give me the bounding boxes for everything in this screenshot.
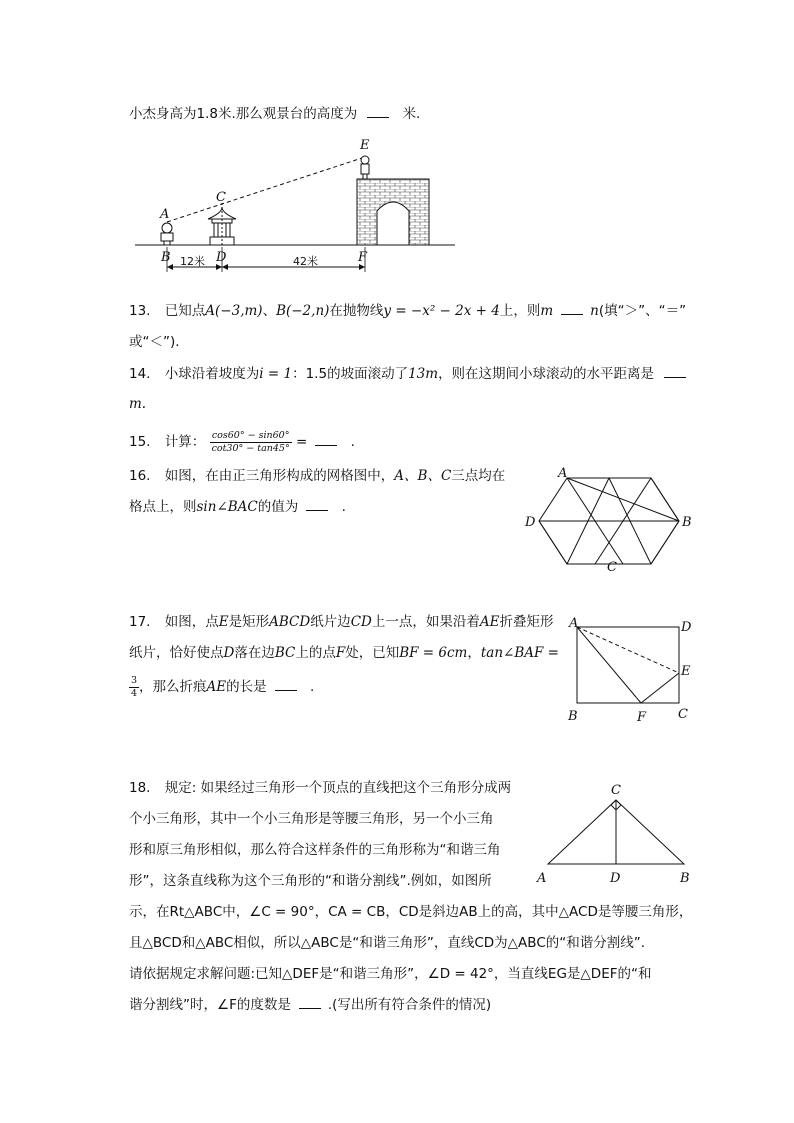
answer-blank[interactable] <box>306 498 328 511</box>
q18-line5: 示，在Rt△ABC中，∠C = 90°，CA = CB，CD是斜边AB上的高，其中△ACD是等腰三角形， <box>129 904 693 920</box>
label-12m: 12米 <box>180 255 205 268</box>
label-C: C <box>611 783 621 798</box>
label-D: D <box>681 620 692 635</box>
label-B: B <box>682 515 692 530</box>
label-E: E <box>681 664 691 679</box>
answer-blank[interactable] <box>275 678 297 691</box>
label-C: C <box>678 707 688 722</box>
brick-tower <box>357 179 429 245</box>
q12-figure <box>130 135 460 275</box>
q17-line3: $\frac{3}{4}$ ，那么折痕AE的长是 . <box>131 674 315 699</box>
q16-line1: 16. 如图，在由正三角形构成的网格图中，A、B、C三点均在 <box>129 468 506 484</box>
q18-line7: 请依据规定求解问题:已知△DEF是“和谐三角形”，∠D = 42°，当直线EG是△DEF的“和 <box>129 966 652 982</box>
label-C: C <box>216 190 226 205</box>
label-A: A <box>160 207 170 222</box>
q18-line3: 形和原三角形相似，那么符合这样条件的三角形称为“和谐三角 <box>129 842 501 858</box>
fraction: $\frac{\cos 60^\circ - \sin 60^\circ}{\cot 30^\circ - \tan 45^\circ}$ <box>211 429 290 454</box>
answer-blank[interactable] <box>664 365 686 378</box>
fraction: $\frac{3}{4}$ <box>131 674 138 699</box>
label-F: F <box>358 250 368 265</box>
person-icon <box>361 156 369 179</box>
q18-line4: 形”，这条直线称为这个三角形的“和谐分割线”.例如，如图所 <box>129 873 492 889</box>
answer-blank[interactable] <box>367 105 389 118</box>
label-A: A <box>558 466 568 481</box>
q13-line1: 13. 已知点A(−3,m)、B(−2,n)在抛物线y = −x² − 2x + 4上，则m n(填“＞”、“＝” <box>129 303 687 319</box>
label-E: E <box>360 138 370 153</box>
label-C: C <box>607 560 617 575</box>
pavilion-icon <box>208 203 236 245</box>
answer-blank[interactable] <box>299 996 321 1009</box>
q16-figure <box>525 466 710 578</box>
q13-line2: 或“＜”). <box>129 334 180 350</box>
label-B: B <box>161 250 171 265</box>
q14-line2: m. <box>129 396 147 412</box>
label-A: A <box>569 616 579 631</box>
q15-line: 15. 计算： $\frac{\cos 60^\circ - \sin 60^\circ}{\cot 30^\circ - \tan 45^\circ}$ = . <box>129 429 355 454</box>
q17-line2: 纸片，恰好使点D落在边BC上的点F处，已知BF = 6cm，tan∠BAF = <box>129 645 559 661</box>
label-D: D <box>610 871 621 886</box>
q18-line1: 18. 规定: 如果经过三角形一个顶点的直线把这个三角形分成两 <box>129 780 512 796</box>
q17-line1: 17. 如图，点E是矩形ABCD纸片边CD上一点，如果沿着AE折叠矩形 <box>129 614 554 630</box>
label-42m: 42米 <box>293 255 318 268</box>
q18-line2: 个小三角形，其中一个小三角形是等腰三角形，另一个小三角 <box>129 811 494 827</box>
q18-line8: 谐分割线”时，∠F的度数是 .(写出所有符合条件的情况) <box>129 997 492 1013</box>
label-B: B <box>680 871 690 886</box>
person-icon <box>161 223 173 245</box>
q16-line2: 格点上，则sin∠BAC的值为 . <box>129 499 346 515</box>
label-B: B <box>568 709 578 724</box>
label-D: D <box>216 250 227 265</box>
q17-figure <box>566 616 706 726</box>
answer-blank[interactable] <box>315 433 337 446</box>
label-D: D <box>525 515 536 530</box>
q18-line6: 且△BCD和△ABC相似，所以△ABC是“和谐三角形”，直线CD为△ABC的“和谐分割线”. <box>129 935 646 951</box>
q18-figure <box>532 778 702 888</box>
answer-blank[interactable] <box>561 302 583 315</box>
label-A: A <box>537 871 547 886</box>
q14-line1: 14. 小球沿着坡度为i = 1：1.5的坡面滚动了13m，则在这期间小球滚动的水平距离是 <box>129 364 689 384</box>
q12-text: 小杰身高为1.8米.那么观景台的高度为 米. <box>129 106 421 122</box>
label-F: F <box>637 710 647 725</box>
